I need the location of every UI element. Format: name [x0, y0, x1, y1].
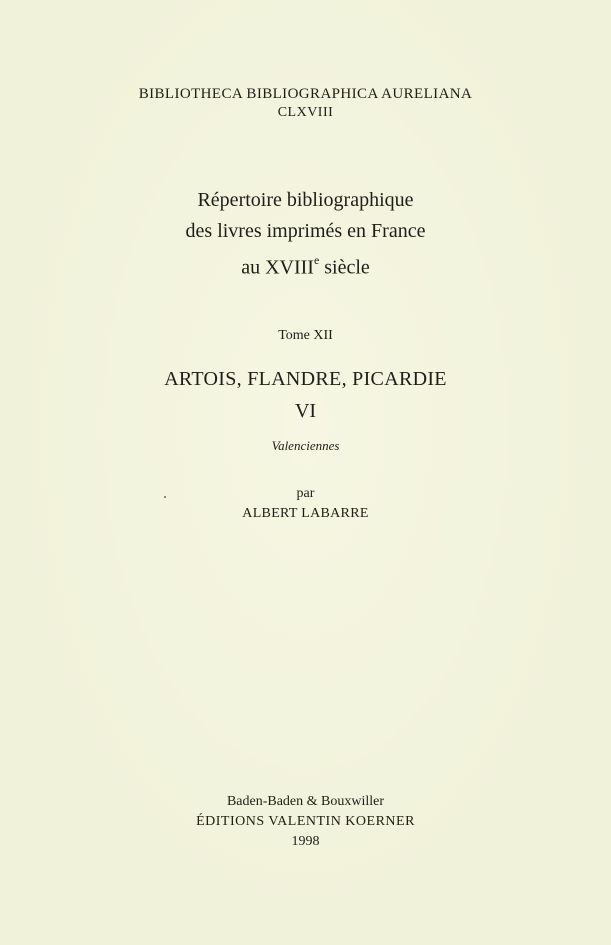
author-name: ALBERT LABARRE: [242, 506, 369, 521]
series-number: CLXVIII: [277, 105, 334, 120]
by-label: par: [296, 486, 315, 501]
title-line-3-superscript: e: [313, 253, 320, 267]
imprint-place: Baden-Baden & Bouxwiller: [226, 794, 385, 809]
title-line-1: Répertoire bibliographique: [197, 189, 414, 211]
series-name: BIBLIOTHECA BIBLIOGRAPHICA AURELIANA: [138, 86, 473, 102]
part-number: VI: [294, 400, 317, 422]
region-heading: ARTOIS, FLANDRE, PICARDIE: [164, 368, 447, 390]
city-subtitle: Valenciennes: [271, 438, 340, 453]
title-line-3-suffix: siècle: [319, 256, 370, 279]
title-line-2: des livres imprimés en France: [185, 220, 426, 242]
imprint-year: 1998: [291, 834, 320, 849]
title-line-3: [0, 255, 611, 280]
imprint-publisher: ÉDITIONS VALENTIN KOERNER: [196, 814, 415, 829]
tome-label: Tome XII: [278, 328, 333, 343]
title-line-3-prefix: au XVIII: [241, 256, 314, 279]
